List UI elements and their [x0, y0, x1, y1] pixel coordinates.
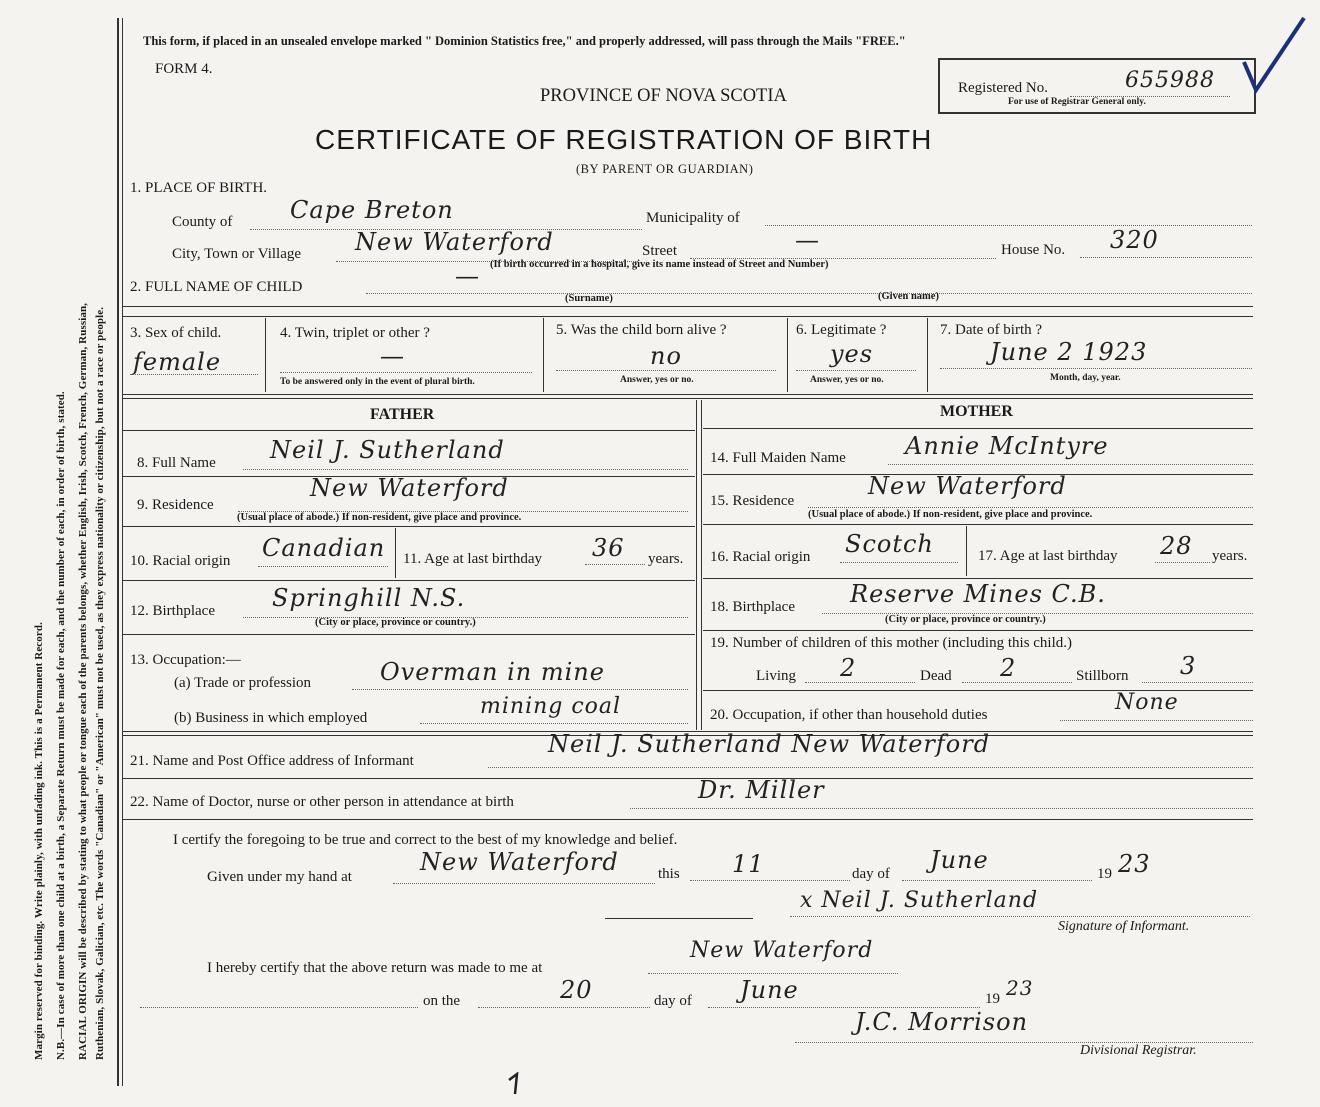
father-birthplace-label: 12. Birthplace	[130, 603, 215, 619]
mother-age-unit: years.	[1212, 548, 1248, 564]
father-age-value: 36	[592, 534, 625, 562]
given-at-label: Given under my hand at	[207, 869, 352, 885]
given-name-note: (Given name)	[878, 291, 939, 302]
margin-note-2: N.B.—In case of more than one child at a birth, a Separate Return must be made for each, and the number of each, in order of birth, stated.	[55, 391, 67, 1060]
stillborn-value: 3	[1180, 652, 1197, 680]
born-alive-note: Answer, yes or no.	[620, 375, 694, 385]
registration-box	[938, 58, 1256, 114]
margin-note-1: Margin reserved for binding. Write plainly, with unfading ink. This is a Permanent Record.	[33, 622, 45, 1060]
date-of-birth-label: 7. Date of birth ?	[940, 322, 1043, 338]
registered-no-note: For use of Registrar General only.	[1008, 97, 1146, 107]
legitimate-label: 6. Legitimate ?	[796, 322, 887, 338]
hospital-note: (If birth occurred in a hospital, give its name instead of Street and Number)	[490, 259, 829, 270]
given-year-value: 23	[1118, 850, 1151, 878]
mother-residence-label: 15. Residence	[710, 493, 795, 509]
house-no-value: 320	[1110, 226, 1159, 254]
mother-residence-note: (Usual place of abode.) If non-resident, give place and province.	[808, 509, 1093, 520]
twin-value: —	[380, 342, 405, 370]
date-of-birth-note: Month, day, year.	[1050, 373, 1121, 383]
mother-name-value: Annie McIntyre	[905, 432, 1109, 460]
father-heading: FATHER	[370, 406, 435, 423]
father-name-label: 8. Full Name	[137, 455, 216, 471]
mother-occupation-value: None	[1115, 690, 1179, 715]
registrar-month: June	[740, 976, 799, 1004]
mother-name-label: 14. Full Maiden Name	[710, 450, 846, 466]
registrar-year: 23	[1006, 976, 1034, 1000]
mother-race-value: Scotch	[845, 530, 934, 558]
born-alive-label: 5. Was the child born alive ?	[556, 322, 727, 338]
registrar-day: 20	[560, 976, 593, 1004]
mother-heading: MOTHER	[940, 403, 1013, 420]
attendant-label: 22. Name of Doctor, nurse or other person in attendance at birth	[130, 794, 514, 810]
father-trade-value: Overman in mine	[380, 658, 605, 686]
mother-residence-value: New Waterford	[868, 472, 1067, 500]
mother-race-label: 16. Racial origin	[710, 549, 811, 565]
place-of-birth-label: 1. PLACE OF BIRTH.	[130, 180, 268, 196]
registrar-signature: J.C. Morrison	[855, 1008, 1029, 1036]
father-residence-note: (Usual place of abode.) If non-resident, give place and province.	[237, 512, 522, 523]
legitimate-value: yes	[830, 340, 874, 368]
surname-note: (Surname)	[565, 293, 613, 304]
dead-label: Dead	[920, 668, 952, 684]
document-subtitle: (BY PARENT OR GUARDIAN)	[576, 162, 754, 176]
given-at-place: New Waterford	[420, 848, 619, 876]
county-value: Cape Breton	[290, 196, 454, 224]
twin-note: To be answered only in the event of plural birth.	[280, 377, 475, 387]
street-value: —	[795, 226, 820, 254]
mail-note: This form, if placed in an unsealed envelope marked " Dominion Statistics free," and properly addressed, will pass through the Mails "FREE."	[143, 34, 906, 48]
municipality-label: Municipality of	[646, 210, 740, 226]
informant-label: 21. Name and Post Office address of Informant	[130, 753, 414, 769]
city-label: City, Town or Village	[172, 246, 302, 262]
mother-occupation-label: 20. Occupation, if other than household duties	[710, 707, 988, 723]
registrar-signature-caption: Divisional Registrar.	[1080, 1043, 1197, 1058]
check-mark-icon	[1240, 14, 1310, 94]
informant-value: Neil J. Sutherland New Waterford	[548, 730, 991, 758]
children-count-label: 19. Number of children of this mother (including this child.)	[710, 635, 1073, 651]
given-year-prefix: 19	[1097, 866, 1112, 882]
registrar-statement: I hereby certify that the above return was made to me at	[207, 960, 543, 976]
given-day-value: 11	[732, 850, 765, 878]
father-residence-label: 9. Residence	[137, 497, 214, 513]
form-number: FORM 4.	[155, 61, 213, 77]
ink-mark-icon	[505, 1072, 525, 1096]
registered-no-value: 655988	[1125, 68, 1215, 93]
house-no-label: House No.	[1001, 242, 1066, 258]
on-the-label: on the	[423, 993, 461, 1009]
street-label: Street	[642, 243, 677, 259]
father-business-value: mining coal	[480, 694, 622, 719]
this-label: this	[658, 866, 680, 882]
father-residence-value: New Waterford	[310, 474, 509, 502]
day-of-label: day of	[852, 866, 890, 882]
registrar-day-of-label: day of	[654, 993, 692, 1009]
dead-value: 2	[1000, 654, 1017, 682]
father-age-label: 11. Age at last birthday	[403, 551, 542, 567]
given-month-value: June	[930, 846, 989, 874]
margin-rule-inner	[122, 18, 123, 1086]
document-title: CERTIFICATE OF REGISTRATION OF BIRTH	[315, 124, 933, 155]
father-birthplace-note: (City or place, province or country.)	[315, 617, 476, 628]
living-label: Living	[756, 668, 796, 684]
twin-label: 4. Twin, triplet or other ?	[280, 325, 430, 341]
surname-value: —	[455, 262, 480, 290]
binding-margin	[0, 0, 120, 1107]
registrar-year-prefix: 19	[985, 991, 1000, 1007]
mother-age-label: 17. Age at last birthday	[978, 548, 1118, 564]
mother-birthplace-value: Reserve Mines C.B.	[850, 580, 1106, 608]
margin-rule	[117, 18, 119, 1086]
mother-age-value: 28	[1160, 532, 1193, 560]
sex-value: female	[133, 348, 222, 376]
county-label: County of	[172, 214, 233, 230]
sex-label: 3. Sex of child.	[130, 325, 222, 341]
born-alive-value: no	[650, 342, 682, 370]
father-birthplace-value: Springhill N.S.	[272, 584, 466, 612]
registered-no-label: Registered No.	[958, 80, 1048, 96]
stillborn-label: Stillborn	[1076, 668, 1129, 684]
informant-signature: x Neil J. Sutherland	[800, 888, 1039, 913]
legitimate-note: Answer, yes or no.	[810, 375, 884, 385]
father-name-value: Neil J. Sutherland	[270, 436, 505, 464]
city-value: New Waterford	[355, 228, 554, 256]
living-value: 2	[840, 654, 857, 682]
attendant-value: Dr. Miller	[698, 776, 825, 804]
date-of-birth-value: June 2 1923	[990, 338, 1148, 366]
certify-statement: I certify the foregoing to be true and correct to the best of my knowledge and belief.	[173, 832, 678, 848]
child-name-label: 2. FULL NAME OF CHILD	[130, 279, 303, 295]
father-business-label: (b) Business in which employed	[174, 710, 368, 726]
margin-note-3: RACIAL ORIGIN will be described by stating to what people or tongue each of the parents belongs, whether English, Irish, Scotch, French, German, Russian,	[77, 302, 89, 1060]
mother-birthplace-label: 18. Birthplace	[710, 599, 795, 615]
father-race-value: Canadian	[262, 534, 386, 562]
registrar-place: New Waterford	[690, 938, 874, 963]
father-trade-label: (a) Trade or profession	[174, 675, 312, 691]
margin-note-4: Ruthenian, Slovak, Galician, etc. The words "Canadian" or "American" must not be used, as they express nationality or citizenship, but not a race or people.	[94, 306, 106, 1060]
father-race-label: 10. Racial origin	[130, 553, 231, 569]
province-heading: PROVINCE OF NOVA SCOTIA	[540, 86, 787, 106]
mother-birthplace-note: (City or place, province or country.)	[885, 614, 1046, 625]
father-occupation-label: 13. Occupation:—	[130, 652, 241, 668]
informant-signature-caption: Signature of Informant.	[1058, 919, 1190, 934]
father-age-unit: years.	[648, 551, 684, 567]
